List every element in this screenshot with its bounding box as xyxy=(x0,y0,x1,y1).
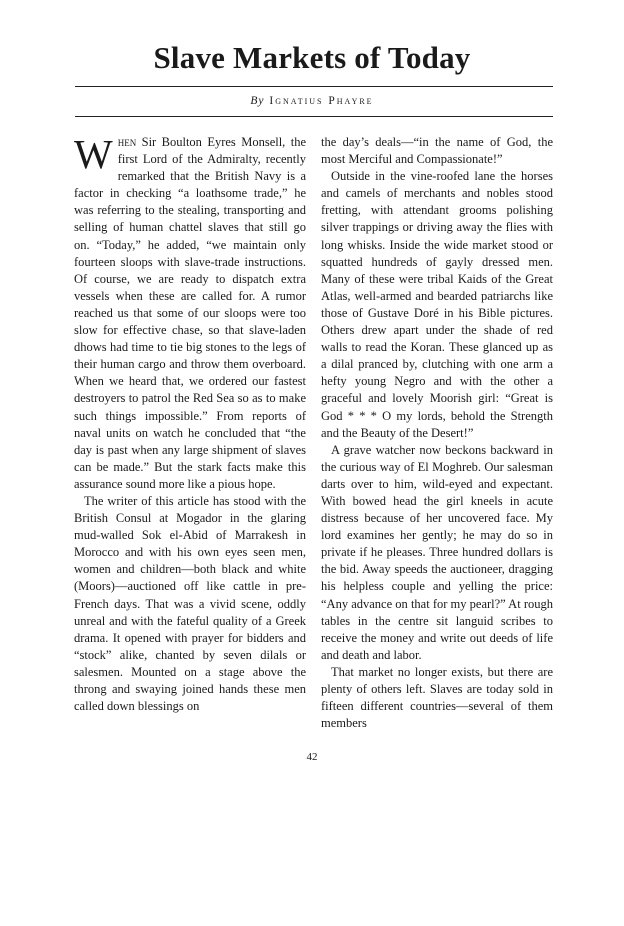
paragraph-1-text: Sir Boulton Eyres Monsell, the first Lord of the Admiralty, recently remarked that the British Navy is a factor in checking “a loathsome trade,” he was referring to the stealing, transporting and selling of human chattel slaves that still go on. “Today,” he added, “we maintain only fourteen sloops with slave-trade instructions. Of course, we are ready to dispatch extra vessels when these are called for. A rumor reached us that some of our sloops were too slow for effective chase, so that slave-laden dhows had time to tie big stones to the legs of their human cargo and throw them overboard. When we heard that, we ordered our fastest destroyers to patrol the Red Sea so as to make such things impossible.” From reports of naval units on watch he concluded that “the day is past when any large shipment of slaves can be made.” But the stark facts make this assurance sound more like a pious hope. xyxy=(74,135,306,491)
author-name: Ignatius Phayre xyxy=(269,95,374,107)
paragraph-6: That market no longer exists, but there are plenty of others left. Slaves are today sold in fifteen different countries—several of them members xyxy=(321,664,553,731)
paragraph-4: Outside in the vine-roofed lane the horses and camels of merchants and nobles stood fretting, with attendant grooms polishing silver trappings or driving away the flies with long whisks. Inside the wide market stood or squatted hundreds of gayly dressed men. Many of these were tribal Kaids of the Great Atlas, well-armed and bearded patriarchs like those of Gustave Doré in his Bible pictures. Others drew apart under the shade of red walls to read the Koran. These glanced up as a dilal pranced by, clutching with one arm a hefty young Negro and with the other a graceful and lovely Moorish girl: “Great is God * * * O my lords, behold the Strength and the Beauty of the Desert!” xyxy=(321,169,553,440)
article-title: Slave Markets of Today xyxy=(153,40,471,75)
page-number: 42 xyxy=(306,751,318,763)
paragraph-5: A grave watcher now beckons backward in the curious way of El Moghreb. Our salesman darts over to him, wild-eyed and expectant. With bowed head the girl kneels in acute distress because of her uncovered face. My lord examines her gently; he may do so in private if he pleases. Three hundred dollars is the bid. Away speeds the auctioneer, dragging his helpless couple and yelling the price: “Any advance on that for my pearl?” At rough tables in the centre sit languid scribes to receive the money and write out deeds of life and death and labor. xyxy=(321,442,553,662)
title-rule-bottom xyxy=(75,116,553,117)
lead-word-rest: hen xyxy=(117,135,137,149)
drop-cap: W xyxy=(74,131,113,177)
paragraph-3: the day’s deals—“in the name of God, the most Merciful and Compassionate!” xyxy=(321,135,553,167)
byline xyxy=(0,95,624,107)
paragraph-2: The writer of this article has stood with the British Consul at Mogador in the glaring mud-walled Sok el-Abid of Marrakesh in Morocco and with his own eyes seen men, women and children—both black and white (Moors)—auctioned off like cattle in pre-French days. That was a vivid scene, oddly unreal and with the fateful quality of a Greek drama. It opened with prayer for bidders and “stock” alike, chanted by seven dilals or salesmen. Mounted on a stage above the throng and swaying joined hands these men called down blessings on xyxy=(74,493,306,714)
right-column xyxy=(321,134,553,732)
left-column xyxy=(74,131,306,715)
byline-prefix: By xyxy=(250,95,265,107)
title-rule-top xyxy=(75,86,553,87)
paragraph-1 xyxy=(74,131,306,493)
